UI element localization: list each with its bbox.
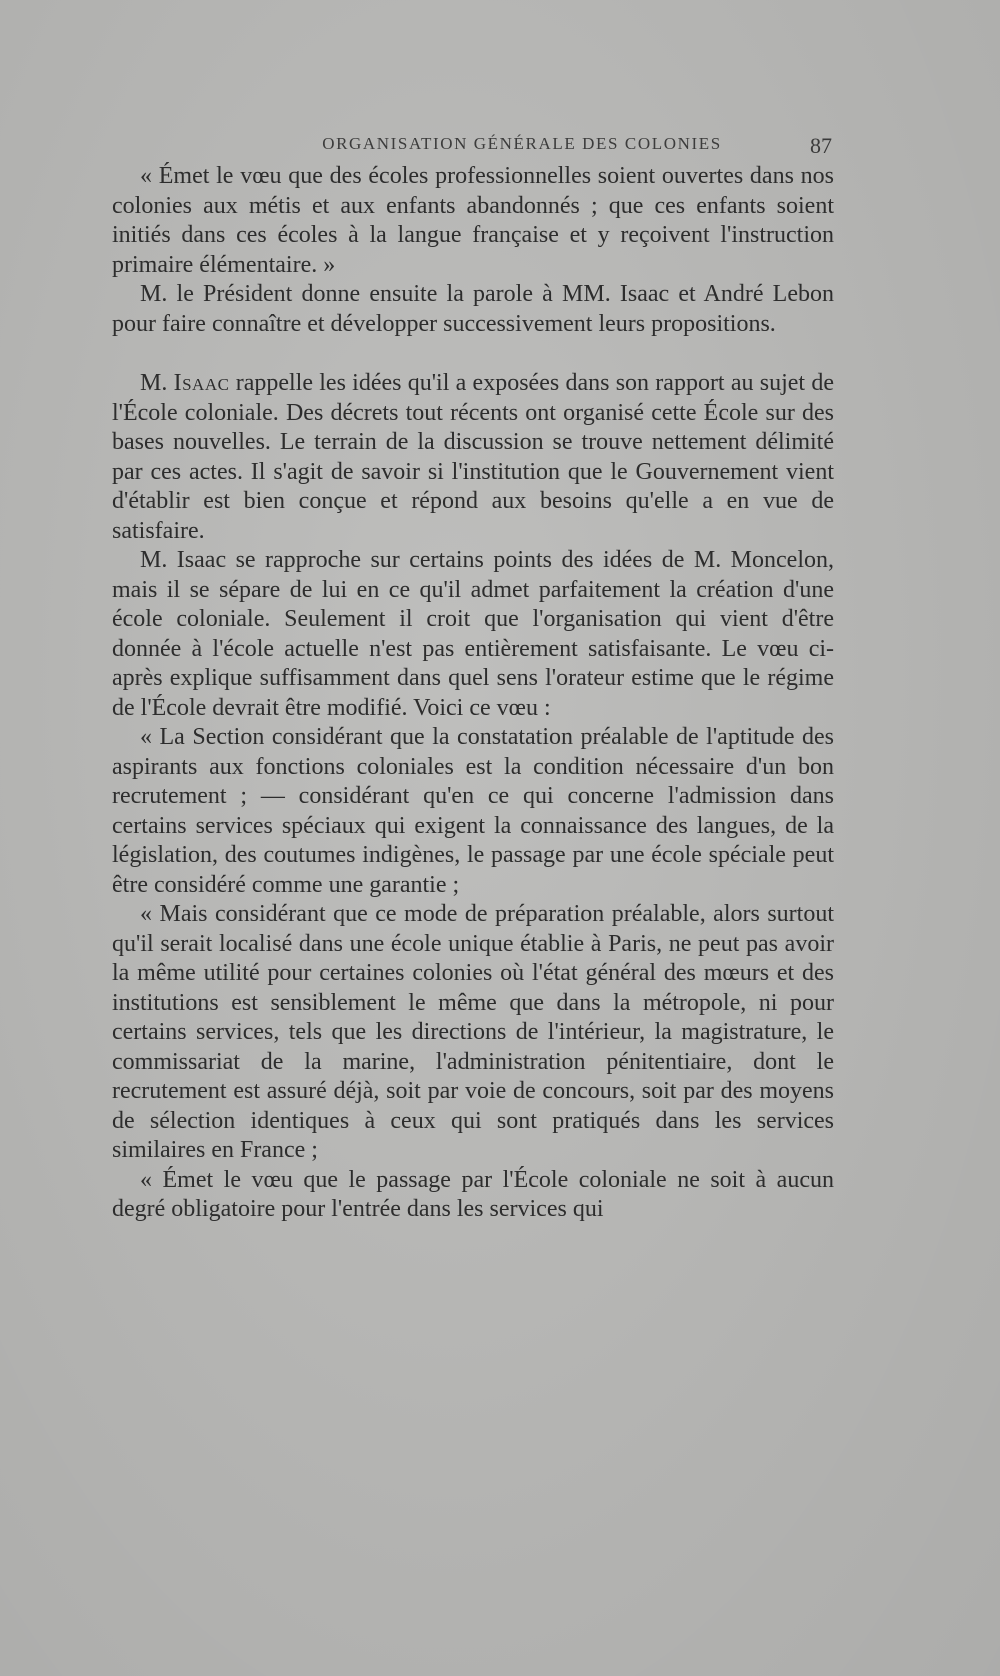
page-header: [112, 134, 832, 158]
paragraph-7: « Émet le vœu que le passage par l'École coloniale ne soit à aucun degré obligatoire pour l'entrée dans les services qui: [112, 1166, 834, 1222]
speaker-prefix: M.: [140, 370, 174, 396]
running-head: ORGANISATION GÉNÉRALE DES COLONIES: [322, 134, 722, 153]
paragraph-6: « Mais considérant que ce mode de préparation préalable, alors surtout qu'il serait localisé dans une école unique établie à Paris, ne peut pas avoir la même utilité pour certaines colonies où l'état général des mœurs et des institutions est sensiblement le même que dans la métropole, ni pour certains services, tels que les directions de l'intérieur, la magistrature, le commissariat de la marine, l'administration pénitentiaire, dont le recrutement est assuré déjà, soit par voie de concours, soit par des moyens de sélection identiques à ceux qui sont pratiqués dans les services similaires en France ;: [112, 901, 834, 1163]
paragraph-4: M. Isaac se rapproche sur certains points des idées de M. Moncelon, mais il se sépare de lui en ce qu'il admet parfaitement la création d'une école coloniale. Seulement il croit que l'organisation qui vient d'être donnée à l'école actuelle n'est pas entièrement satisfaisante. Le vœu ci-après explique suffisamment dans quel sens l'orateur estime que le régime de l'École devrait être modifié. Voici ce vœu :: [112, 547, 834, 721]
speaker-name: Isaac: [173, 370, 230, 396]
paragraph-1: « Émet le vœu que des écoles professionnelles soient ouvertes dans nos colonies aux métis et aux enfants abandonnés ; que ces enfants soient initiés dans ces écoles à la langue française et y reçoivent l'instruction primaire élémentaire. »: [112, 163, 834, 278]
paragraph-3: [112, 369, 834, 546]
paragraph-2: M. le Président donne ensuite la parole à MM. Isaac et André Lebon pour faire connaître et développer successivement leurs propositions.: [112, 281, 834, 337]
body-text: [112, 162, 834, 1225]
paragraph-5: « La Section considérant que la constatation préalable de l'aptitude des aspirants aux fonctions coloniales est la condition nécessaire d'un bon recrutement ; — considérant qu'en ce qui concerne l'admission dans certains services spéciaux qui exigent la connaissance des langues, de la législation, des coutumes indigènes, le passage par une école spéciale peut être considéré comme une garantie ;: [112, 724, 834, 898]
paragraph-3-text: rappelle les idées qu'il a exposées dans son rapport au sujet de l'École coloniale. Des décrets tout récents ont organisé cette École sur des bases nouvelles. Le terrain de la discussion se trouve nettement délimité par ces actes. Il s'agit de savoir si l'institution que le Gouvernement vient d'établir est bien conçue et répond aux besoins qu'elle a en vue de satisfaire.: [112, 370, 835, 544]
page-number: 87: [810, 133, 832, 158]
